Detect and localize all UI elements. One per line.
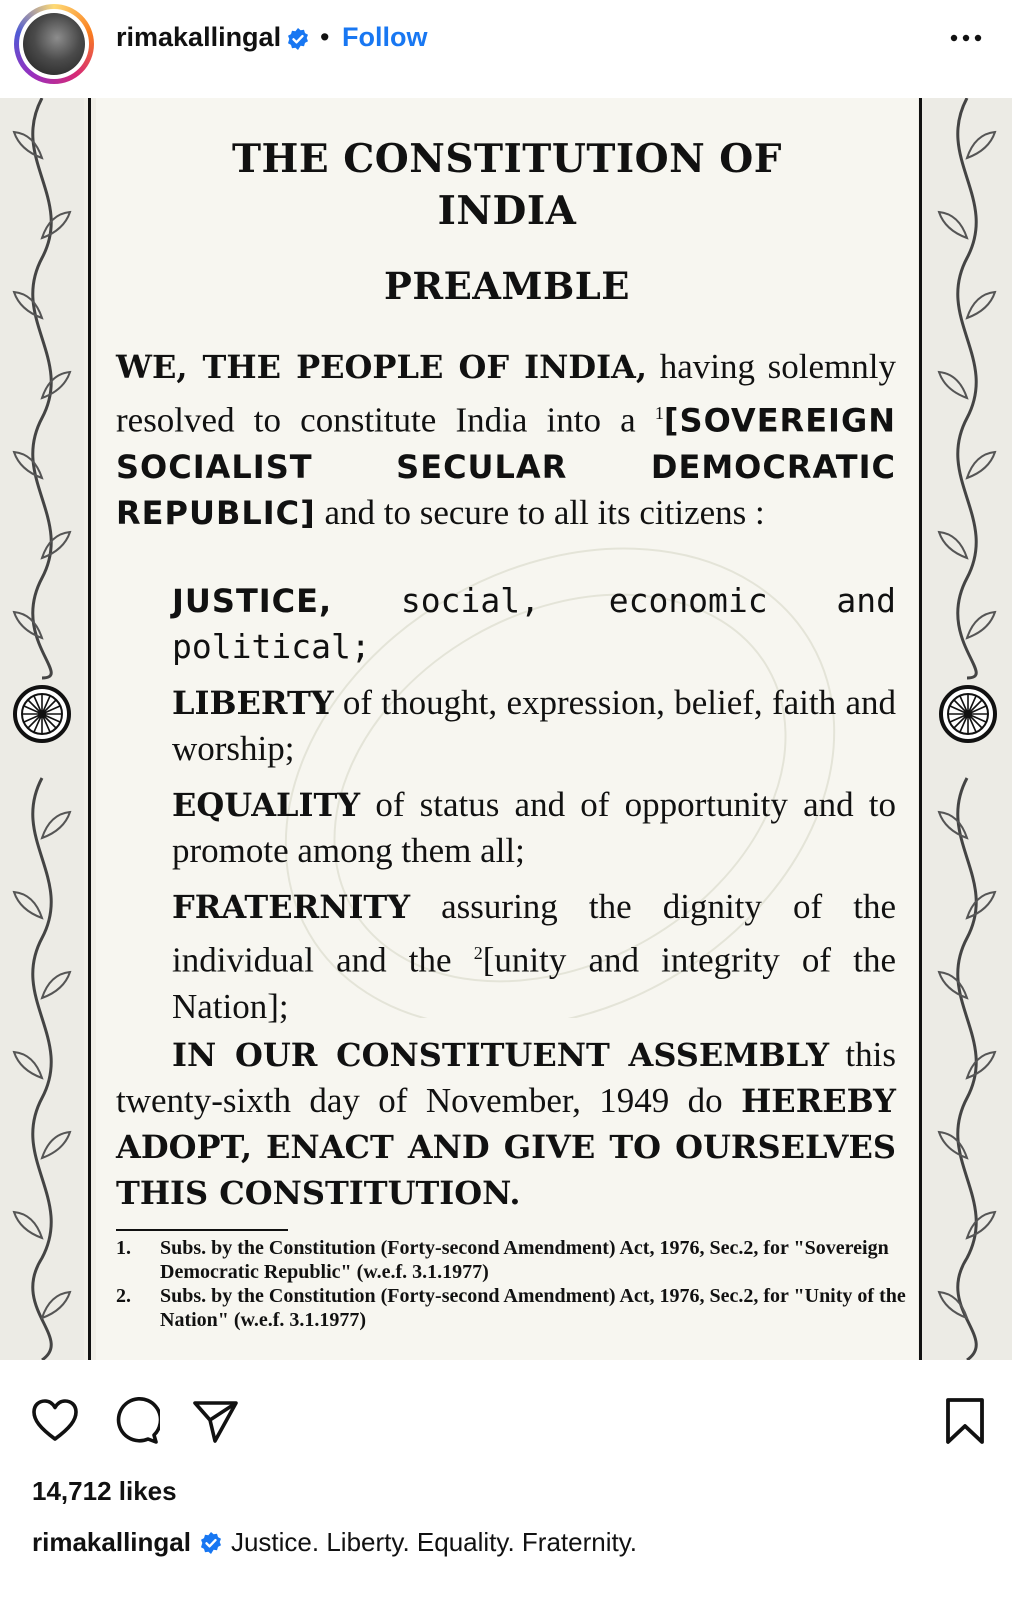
intro-bold: WE, THE PEOPLE OF INDIA, <box>116 348 648 386</box>
liberty-text: of thought, expression, belief, faith and worship; <box>172 683 896 768</box>
caption-username[interactable]: rimakallingal <box>32 1527 191 1557</box>
ashoka-chakra-icon <box>12 684 72 744</box>
fraternity-bold: FRATERNITY <box>172 888 411 926</box>
follow-button[interactable]: Follow <box>342 22 428 52</box>
document-title-line1: THE CONSTITUTION OF <box>232 136 782 182</box>
username-link[interactable]: rimakallingal <box>116 22 282 52</box>
verified-badge-icon <box>286 27 310 51</box>
intro-text-b: and to secure to all its citizens : <box>315 492 765 532</box>
bookmark-icon[interactable] <box>940 1396 990 1446</box>
post-header <box>0 0 1032 98</box>
post-image[interactable] <box>0 98 1012 1360</box>
footnote-divider <box>116 1229 288 1231</box>
liberty-clause <box>172 680 896 772</box>
assembly-bold: IN OUR CONSTITUENT ASSEMBLY <box>172 1036 830 1074</box>
caption <box>32 1527 637 1558</box>
equality-bold: EQUALITY <box>172 786 361 824</box>
right-ornamental-border <box>922 98 1012 1360</box>
equality-clause <box>172 782 896 874</box>
footnote-number: 1. <box>116 1237 131 1259</box>
footnote-number: 2. <box>116 1285 131 1307</box>
preamble-intro <box>116 344 896 536</box>
more-options-icon[interactable] <box>946 18 986 58</box>
avatar[interactable] <box>14 4 94 84</box>
footnote-text: Subs. by the Constitution (Forty-second Amendment) Act, 1976, Sec.2, for "Unity of the Nation" (w.e.f. 3.1.1977) <box>160 1285 906 1331</box>
fraternity-text-b: [unity and integrity of the Nation]; <box>172 940 897 1026</box>
verified-badge-icon <box>199 1531 223 1555</box>
assembly-clause <box>116 1032 896 1216</box>
ashoka-chakra-icon <box>938 684 998 744</box>
justice-clause <box>172 578 896 670</box>
justice-text: social, economic and political; <box>172 581 896 666</box>
assembly-bold2: HEREBY ADOPT, ENACT AND GIVE TO OURSELVES THIS CONSTITUTION. <box>116 1082 896 1212</box>
equality-text: of status and of opportunity and to promote among them all; <box>172 785 896 870</box>
likes-count[interactable]: 14,712 likes <box>32 1476 177 1506</box>
preamble-heading: PREAMBLE <box>384 264 630 308</box>
fraternity-clause <box>172 884 896 1030</box>
share-icon[interactable] <box>190 1396 240 1446</box>
avatar-inner <box>19 9 89 79</box>
footnote-text: Subs. by the Constitution (Forty-second Amendment) Act, 1976, Sec.2, for "Sovereign Democratic Republic" (w.e.f. 3.1.1977) <box>160 1237 889 1283</box>
footnote-ref-2: 2 <box>473 943 483 963</box>
left-ornamental-border <box>0 98 84 1360</box>
fraternity-text-a: assuring the dignity of the individual and the <box>172 887 896 980</box>
justice-bold: JUSTICE, <box>172 582 333 620</box>
caption-text: Justice. Liberty. Equality. Fraternity. <box>230 1527 638 1557</box>
footnotes <box>116 1236 906 1332</box>
separator-dot: • <box>320 22 330 52</box>
footnote-item <box>116 1236 906 1284</box>
assembly-text: this twenty-sixth day of November, 1949 do <box>116 1035 896 1120</box>
intro-bracket-bold: [SOVEREIGN SOCIALIST SECULAR DEMOCRATIC REPUBLIC] <box>116 401 896 532</box>
heart-icon[interactable] <box>30 1396 80 1446</box>
document-title-line2: INDIA <box>437 188 577 234</box>
comment-icon[interactable] <box>110 1396 160 1446</box>
action-bar <box>0 1360 1032 1480</box>
frame-line-left <box>88 98 91 1360</box>
footnote-item <box>116 1284 906 1332</box>
intro-text-a: having solemnly resolved to constitute India into a <box>116 347 897 440</box>
footnote-ref-1: 1 <box>654 403 664 423</box>
avatar-photo <box>23 13 85 75</box>
liberty-bold: LIBERTY <box>172 684 334 722</box>
